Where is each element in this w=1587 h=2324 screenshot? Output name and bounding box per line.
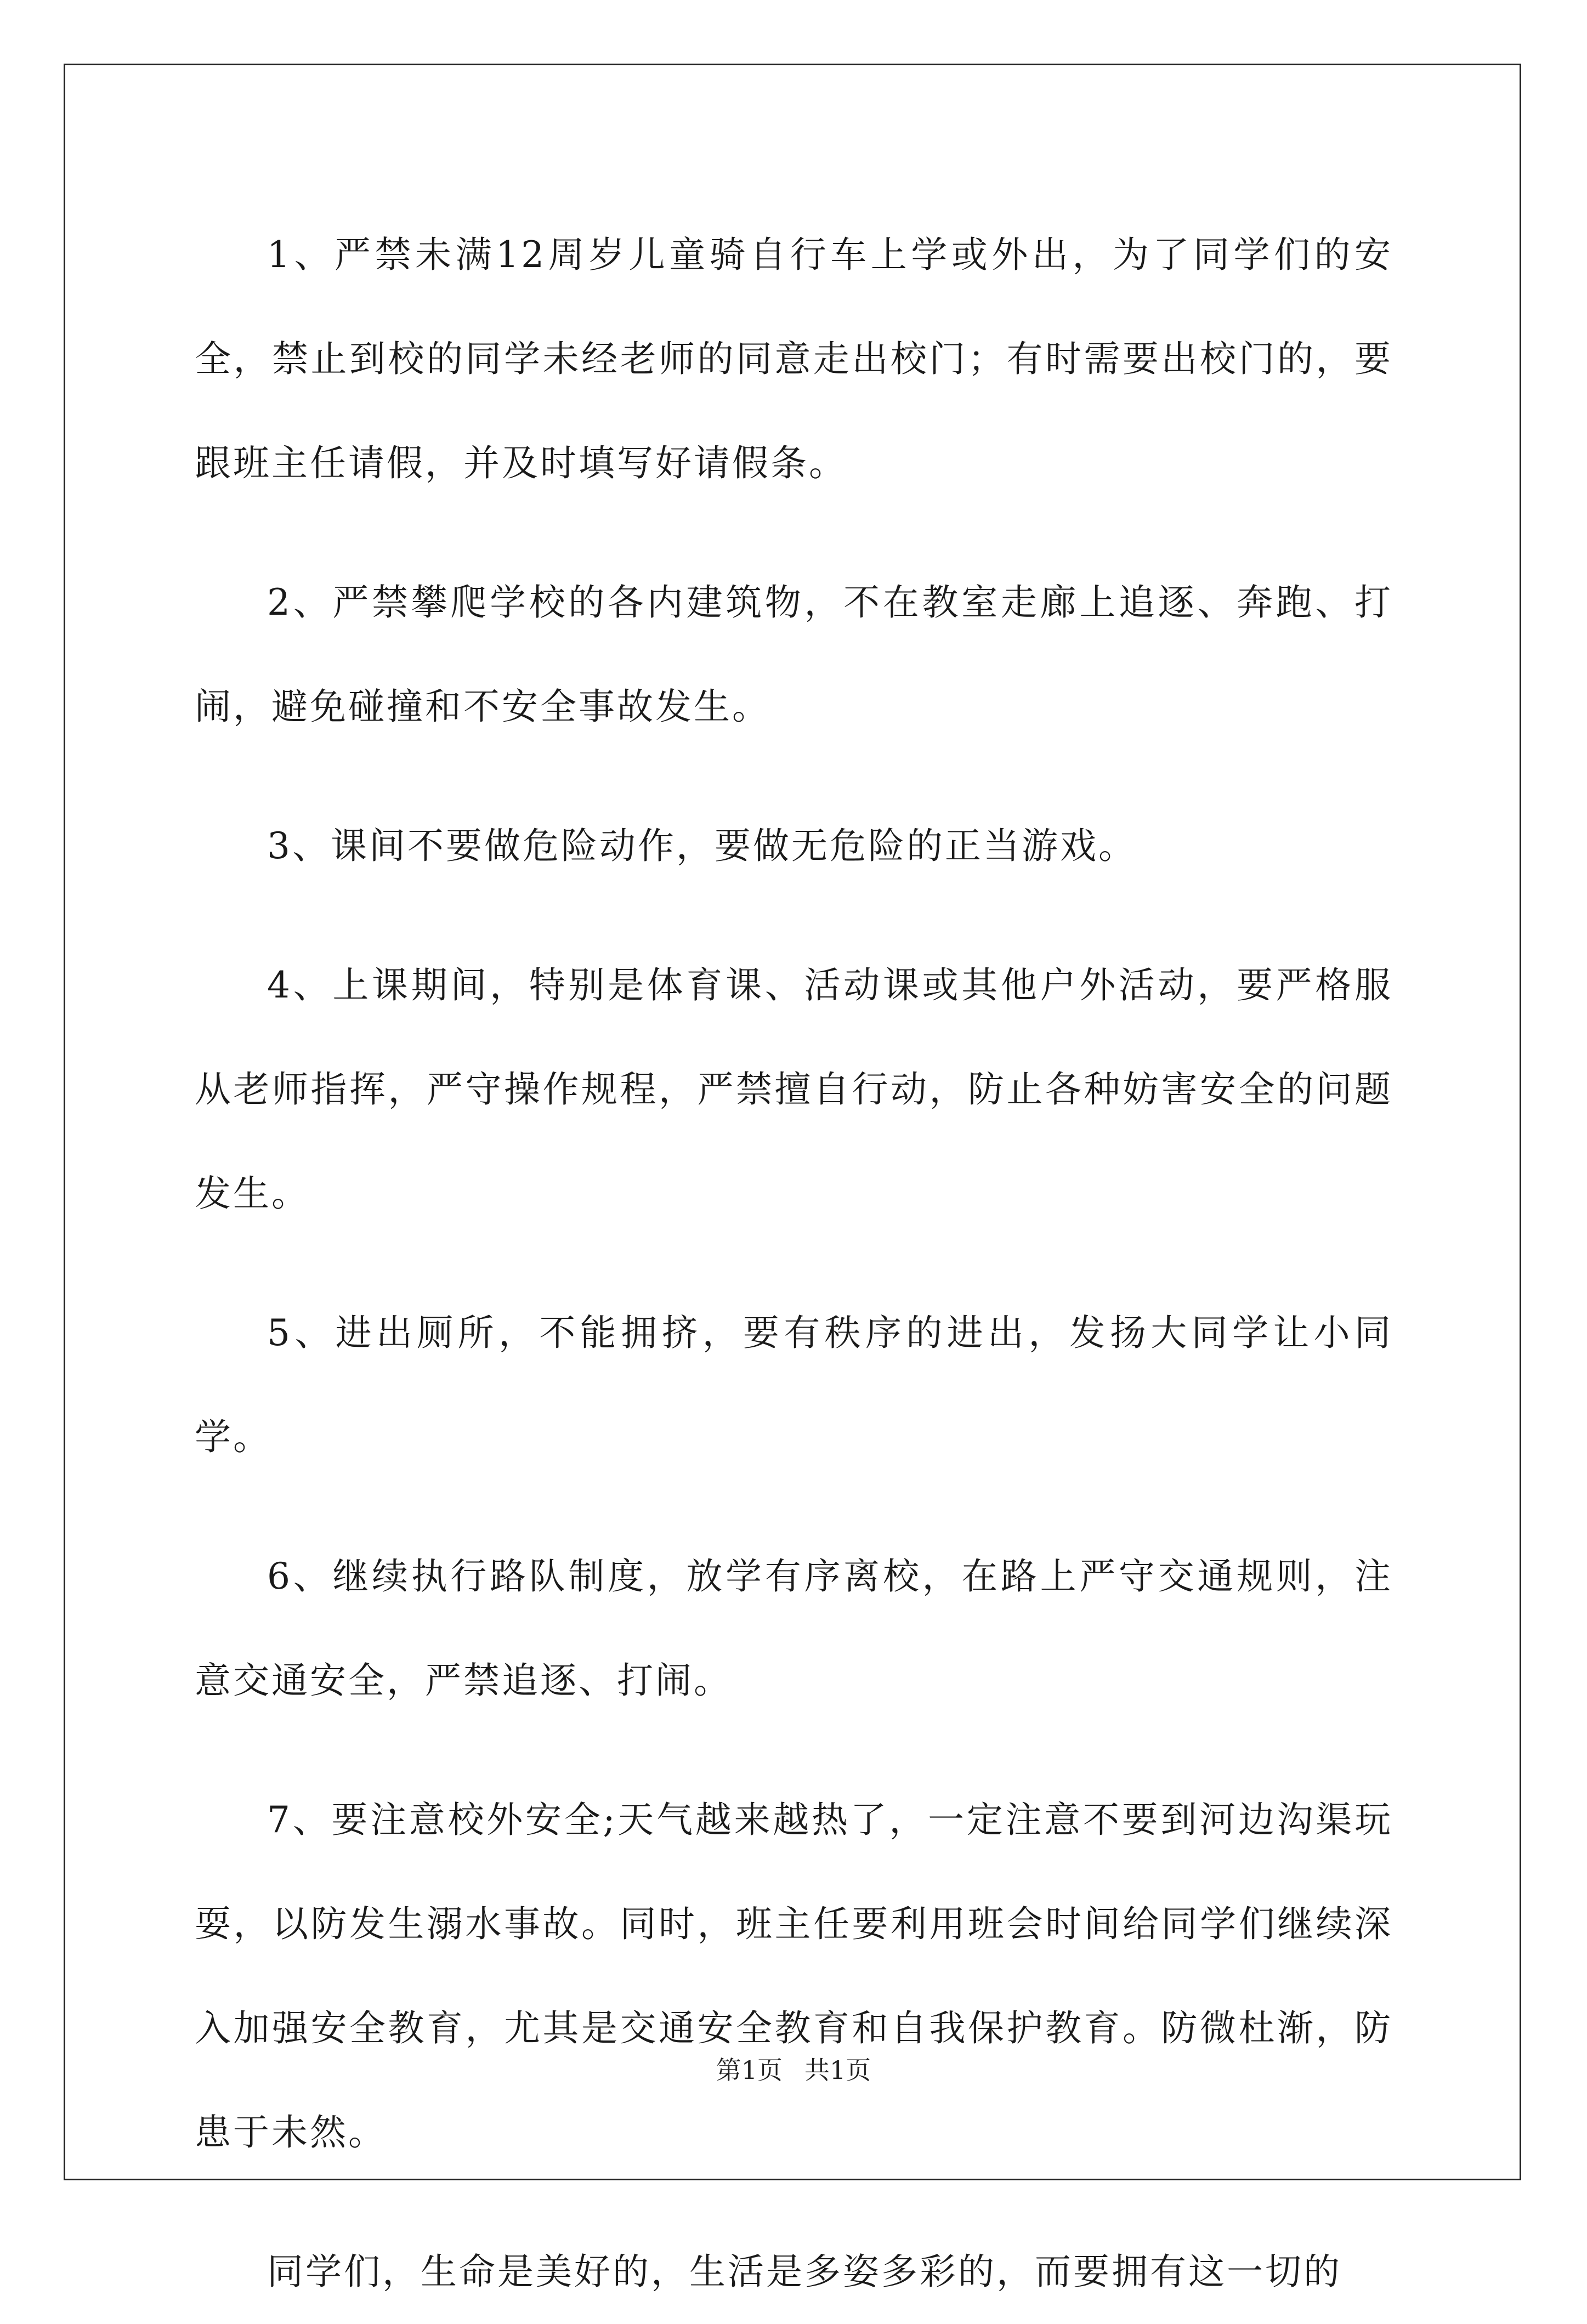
document-body (195, 203, 1393, 2324)
paragraph-7: 7、要注意校外安全;天气越来越热了，一定注意不要到河边沟渠玩耍，以防发生溺水事故。同时，班主任要利用班会时间给同学们继续深入加强安全教育，尤其是交通安全教育和自我保护教育。防微杜渐，防患于未然。 (195, 1799, 1393, 2153)
paragraph-6: 6、继续执行路队制度，放学有序离校，在路上严守交通规则，注意交通安全，严禁追逐、打闹。 (195, 1555, 1393, 1702)
paragraph-2: 2、严禁攀爬学校的各内建筑物，不在教室走廊上追逐、奔跑、打闹，避免碰撞和不安全事故发生。 (195, 581, 1393, 728)
page-number-total: 共1页 (804, 2055, 871, 2085)
paragraph-5: 5、进出厕所，不能拥挤，要有秩序的进出，发扬大同学让小同学。 (195, 1312, 1393, 1458)
paragraph-8: 同学们，生命是美好的，生活是多姿多彩的，而要拥有这一切的 (267, 2251, 1342, 2293)
paragraph-4: 4、上课期间，特别是体育课、活动课或其他户外活动，要严格服从老师指挥，严守操作规程，严禁擅自行动，防止各种妨害安全的问题发生。 (195, 964, 1393, 1215)
paragraph-3: 3、课间不要做危险动作，要做无危险的正当游戏。 (267, 825, 1137, 867)
paragraph-1: 1、严禁未满12周岁儿童骑自行车上学或外出，为了同学们的安全，禁止到校的同学未经老师的同意走出校门；有时需要出校门的，要跟班主任请假，并及时填写好请假条。 (195, 234, 1393, 484)
page-footer (0, 2054, 1587, 2087)
page-number-current: 第1页 (716, 2055, 783, 2085)
